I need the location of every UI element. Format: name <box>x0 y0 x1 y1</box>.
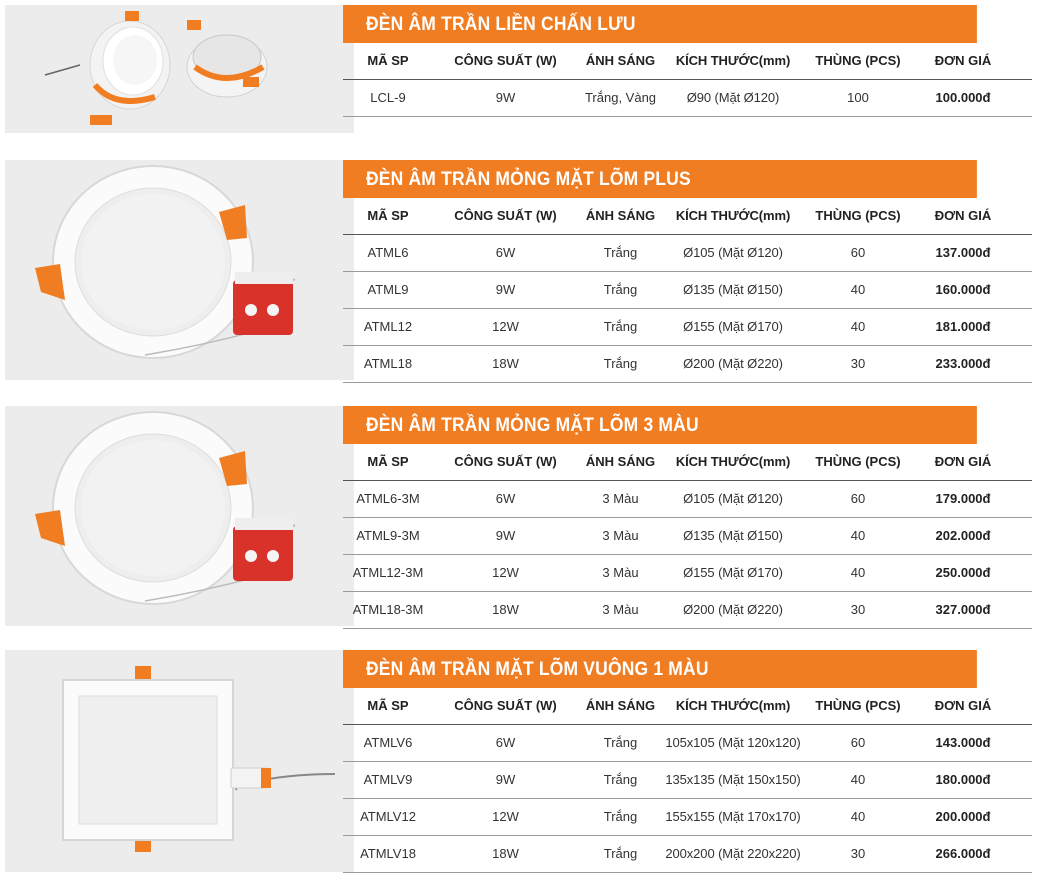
header-cong-suat: CÔNG SUẤT (W) <box>454 454 557 469</box>
table-row <box>343 235 1032 272</box>
table-row <box>343 799 1032 836</box>
cell-kich-thuoc: 155x155 (Mặt 170x170) <box>665 809 801 824</box>
cell-don-gia: 100.000đ <box>935 90 991 105</box>
table-row <box>343 725 1032 762</box>
cell-anh-sang: 3 Màu <box>602 602 639 617</box>
header-ma-sp: MÃ SP <box>367 208 409 223</box>
product-section-atmlv <box>0 650 1042 872</box>
header-thung: THÙNG (PCS) <box>815 698 901 713</box>
cell-ma-sp: ATML9-3M <box>356 528 420 543</box>
product-section-atml-3m <box>0 406 1042 626</box>
cell-kich-thuoc: Ø105 (Mặt Ø120) <box>683 491 783 506</box>
table-row <box>343 481 1032 518</box>
cell-cong-suat: 18W <box>492 602 519 617</box>
header-don-gia: ĐƠN GIÁ <box>934 698 992 713</box>
cell-kich-thuoc: Ø105 (Mặt Ø120) <box>683 245 783 260</box>
cell-anh-sang: Trắng, Vàng <box>584 90 657 105</box>
cell-don-gia: 179.000đ <box>935 491 991 506</box>
cell-ma-sp: LCL-9 <box>370 90 406 105</box>
product-photo-slim-downlight <box>5 160 354 380</box>
header-anh-sang: ÁNH SÁNG <box>585 454 656 469</box>
cell-anh-sang: Trắng <box>603 282 638 297</box>
table-row <box>343 309 1032 346</box>
cell-kich-thuoc: 135x135 (Mặt 150x150) <box>665 772 801 787</box>
price-table <box>343 688 1032 873</box>
cell-kich-thuoc: Ø155 (Mặt Ø170) <box>683 319 783 334</box>
header-kich-thuoc: KÍCH THƯỚC(mm) <box>675 454 791 469</box>
cell-don-gia: 181.000đ <box>935 319 991 334</box>
cell-thung: 30 <box>850 602 866 617</box>
header-anh-sang: ÁNH SÁNG <box>585 53 656 68</box>
cell-thung: 30 <box>850 846 866 861</box>
cell-thung: 40 <box>850 772 866 787</box>
slim-downlight-image <box>5 160 354 380</box>
cell-cong-suat: 9W <box>495 90 516 105</box>
cell-thung: 60 <box>850 735 866 750</box>
downlight-image <box>5 5 354 133</box>
cell-don-gia: 143.000đ <box>935 735 991 750</box>
table-header-row <box>343 198 1032 235</box>
cell-kich-thuoc: Ø135 (Mặt Ø150) <box>683 528 783 543</box>
price-table <box>343 198 1032 383</box>
cell-thung: 40 <box>850 565 866 580</box>
header-cong-suat: CÔNG SUẤT (W) <box>454 53 557 68</box>
section-title: ĐÈN ÂM TRẦN MẶT LÕM VUÔNG 1 MÀU <box>343 650 977 688</box>
cell-don-gia: 327.000đ <box>935 602 991 617</box>
header-cong-suat: CÔNG SUẤT (W) <box>454 698 557 713</box>
cell-anh-sang: Trắng <box>603 356 638 371</box>
cell-don-gia: 200.000đ <box>935 809 991 824</box>
table-row <box>343 272 1032 309</box>
header-ma-sp: MÃ SP <box>367 454 409 469</box>
cell-kich-thuoc: 105x105 (Mặt 120x120) <box>665 735 801 750</box>
cell-kich-thuoc: Ø135 (Mặt Ø150) <box>683 282 783 297</box>
cell-cong-suat: 9W <box>495 772 516 787</box>
cell-ma-sp: ATML18-3M <box>352 602 424 617</box>
table-row <box>343 592 1032 629</box>
table-header-row <box>343 444 1032 481</box>
cell-anh-sang: Trắng <box>603 809 638 824</box>
cell-cong-suat: 12W <box>492 565 519 580</box>
cell-thung: 40 <box>850 319 866 334</box>
cell-ma-sp: ATML12 <box>363 319 413 334</box>
cell-ma-sp: ATMLV6 <box>363 735 413 750</box>
table-row <box>343 80 1032 117</box>
square-panel-image <box>5 650 354 872</box>
product-photo-slim-downlight-3m <box>5 406 354 626</box>
header-don-gia: ĐƠN GIÁ <box>934 53 992 68</box>
cell-ma-sp: ATML6-3M <box>356 491 420 506</box>
header-ma-sp: MÃ SP <box>367 698 409 713</box>
table-row <box>343 762 1032 799</box>
header-thung: THÙNG (PCS) <box>815 53 901 68</box>
cell-thung: 40 <box>850 282 866 297</box>
header-kich-thuoc: KÍCH THƯỚC(mm) <box>675 208 791 223</box>
cell-don-gia: 250.000đ <box>935 565 991 580</box>
cell-ma-sp: ATML9 <box>367 282 409 297</box>
cell-ma-sp: ATML18 <box>363 356 413 371</box>
cell-anh-sang: 3 Màu <box>602 491 639 506</box>
price-table <box>343 444 1032 629</box>
cell-anh-sang: Trắng <box>603 735 638 750</box>
cell-cong-suat: 18W <box>492 846 519 861</box>
cell-anh-sang: 3 Màu <box>602 528 639 543</box>
table-header-row <box>343 43 1032 80</box>
slim-downlight-3m-image <box>5 406 354 626</box>
cell-don-gia: 180.000đ <box>935 772 991 787</box>
product-photo-round-downlight <box>5 5 354 133</box>
section-title: ĐÈN ÂM TRẦN MỎNG MẶT LÕM PLUS <box>343 160 977 198</box>
cell-thung: 40 <box>850 809 866 824</box>
cell-don-gia: 233.000đ <box>935 356 991 371</box>
cell-thung: 30 <box>850 356 866 371</box>
table-header-row <box>343 688 1032 725</box>
section-title: ĐÈN ÂM TRẦN LIỀN CHẤN LƯU <box>343 5 977 43</box>
price-table <box>343 43 1032 117</box>
cell-cong-suat: 12W <box>492 319 519 334</box>
table-row <box>343 346 1032 383</box>
cell-kich-thuoc: Ø155 (Mặt Ø170) <box>683 565 783 580</box>
cell-ma-sp: ATMLV9 <box>363 772 413 787</box>
cell-anh-sang: Trắng <box>603 772 638 787</box>
cell-cong-suat: 9W <box>495 282 516 297</box>
cell-kich-thuoc: Ø200 (Mặt Ø220) <box>683 602 783 617</box>
header-ma-sp: MÃ SP <box>367 53 409 68</box>
product-section-lcl <box>0 5 1042 133</box>
cell-anh-sang: Trắng <box>603 846 638 861</box>
cell-thung: 60 <box>850 245 866 260</box>
cell-kich-thuoc: Ø200 (Mặt Ø220) <box>683 356 783 371</box>
header-kich-thuoc: KÍCH THƯỚC(mm) <box>675 698 791 713</box>
header-thung: THÙNG (PCS) <box>815 208 901 223</box>
cell-thung: 40 <box>850 528 866 543</box>
cell-don-gia: 266.000đ <box>935 846 991 861</box>
cell-kich-thuoc: 200x200 (Mặt 220x220) <box>665 846 801 861</box>
cell-don-gia: 202.000đ <box>935 528 991 543</box>
header-anh-sang: ÁNH SÁNG <box>585 698 656 713</box>
header-don-gia: ĐƠN GIÁ <box>934 454 992 469</box>
header-anh-sang: ÁNH SÁNG <box>585 208 656 223</box>
cell-kich-thuoc: Ø90 (Mặt Ø120) <box>686 90 780 105</box>
header-cong-suat: CÔNG SUẤT (W) <box>454 208 557 223</box>
table-row <box>343 555 1032 592</box>
cell-anh-sang: Trắng <box>603 245 638 260</box>
cell-cong-suat: 6W <box>495 245 516 260</box>
cell-anh-sang: 3 Màu <box>602 565 639 580</box>
cell-don-gia: 137.000đ <box>935 245 991 260</box>
cell-ma-sp: ATML6 <box>367 245 409 260</box>
cell-ma-sp: ATMLV18 <box>360 846 416 861</box>
section-title: ĐÈN ÂM TRẦN MỎNG MẶT LÕM 3 MÀU <box>343 406 977 444</box>
cell-cong-suat: 6W <box>495 491 516 506</box>
header-don-gia: ĐƠN GIÁ <box>934 208 992 223</box>
cell-cong-suat: 6W <box>495 735 516 750</box>
cell-anh-sang: Trắng <box>603 319 638 334</box>
cell-ma-sp: ATML12-3M <box>352 565 424 580</box>
cell-thung: 60 <box>850 491 866 506</box>
header-thung: THÙNG (PCS) <box>815 454 901 469</box>
cell-cong-suat: 12W <box>492 809 519 824</box>
cell-thung: 100 <box>847 90 869 105</box>
cell-cong-suat: 18W <box>492 356 519 371</box>
product-section-atml <box>0 160 1042 380</box>
cell-cong-suat: 9W <box>495 528 516 543</box>
cell-don-gia: 160.000đ <box>935 282 991 297</box>
product-photo-square-panel <box>5 650 354 872</box>
table-row <box>343 518 1032 555</box>
header-kich-thuoc: KÍCH THƯỚC(mm) <box>675 53 791 68</box>
table-row <box>343 836 1032 873</box>
cell-ma-sp: ATMLV12 <box>360 809 416 824</box>
